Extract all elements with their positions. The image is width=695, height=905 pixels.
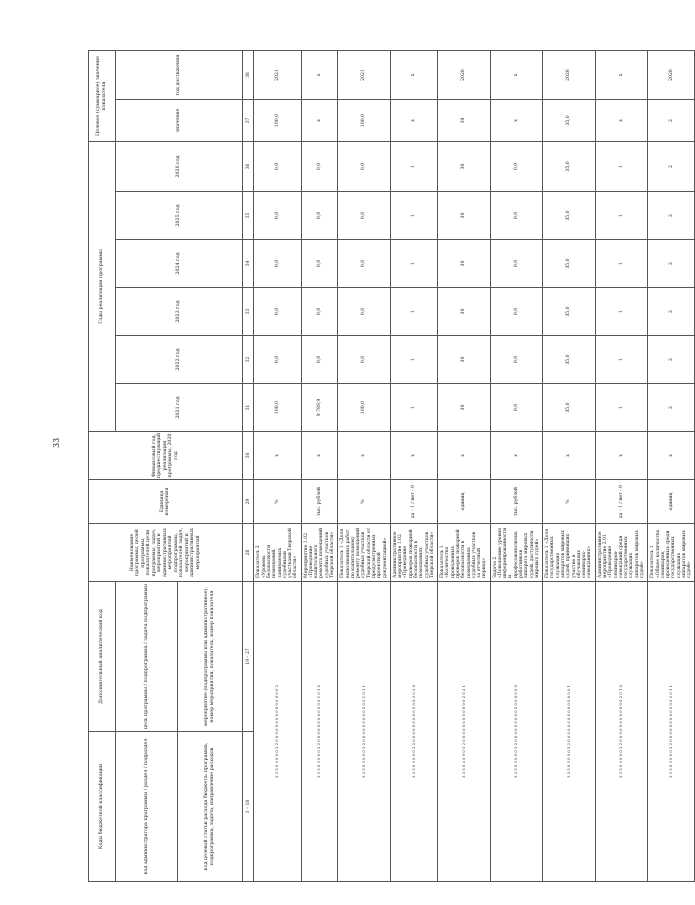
table-row bbox=[301, 51, 338, 882]
table-row bbox=[254, 51, 301, 882]
row-year-2023: 35,0 bbox=[543, 288, 596, 336]
row-year-2025: 0,0 bbox=[301, 192, 338, 240]
row-year-2023: 39 bbox=[438, 288, 491, 336]
row-code: 3 3 5 0 3 0 9 0 5 2 0 0 0 0 0 0 0 0 0 0 0 0 2 0 2 0 bbox=[390, 582, 437, 882]
column-number-38: 38 bbox=[242, 51, 254, 100]
table-row bbox=[390, 51, 437, 882]
program-indicators-table bbox=[88, 50, 695, 882]
row-year-2021: 9 789,9 bbox=[301, 384, 338, 432]
row-name: Показатель 1 «Доля государственных служащих аппаратов мировых судей, принявших участие в обучающих семинарах-совещаниях» bbox=[543, 524, 596, 582]
row-fin-year: х bbox=[390, 432, 437, 480]
row-target-year: 2021 bbox=[254, 51, 301, 100]
row-year-2022: 39 bbox=[438, 336, 491, 384]
row-fin-year: х bbox=[301, 432, 338, 480]
row-code: 3 3 5 0 3 0 9 0 5 2 0 0 0 0 0 0 0 0 0 0 0 0 1 0 1 1 bbox=[338, 582, 391, 882]
column-number-35: 35 bbox=[242, 192, 254, 240]
row-target-value: 39 bbox=[438, 99, 491, 141]
header-year-2025: 2025 год bbox=[115, 192, 242, 240]
row-year-2023: 0,0 bbox=[490, 288, 543, 336]
row-year-2025: 35,0 bbox=[543, 192, 596, 240]
row-unit: % bbox=[338, 480, 391, 524]
column-numbers-codes: 1 – 18 bbox=[242, 732, 254, 882]
row-name: Задача 2 «Повышение уровня информированности и профессионализма работников аппарата мировых судей, доступности мировых судей» bbox=[490, 524, 543, 582]
row-unit: да - 1 / нет - 0 bbox=[595, 480, 648, 524]
row-year-2025: 1 bbox=[595, 192, 648, 240]
row-target-year: х bbox=[595, 51, 648, 100]
row-target-value: х bbox=[390, 99, 437, 141]
table-row bbox=[338, 51, 391, 882]
row-year-2026: 0,0 bbox=[254, 141, 301, 191]
table-row bbox=[595, 51, 648, 882]
header-year-2023: 2023 год bbox=[115, 288, 242, 336]
row-target-year: 2026 bbox=[543, 51, 596, 100]
row-target-value: х bbox=[595, 99, 648, 141]
row-unit: % bbox=[543, 480, 596, 524]
row-target-value: 35,0 bbox=[543, 99, 596, 141]
row-year-2026: 2 bbox=[648, 141, 695, 191]
row-year-2022: 0,0 bbox=[301, 336, 338, 384]
row-year-2024: 0,0 bbox=[301, 240, 338, 288]
row-target-value: 100,0 bbox=[254, 99, 301, 141]
column-number-30: 30 bbox=[242, 432, 254, 480]
rotated-table-page bbox=[88, 50, 693, 882]
row-fin-year: х bbox=[543, 432, 596, 480]
row-year-2024: 0,0 bbox=[490, 240, 543, 288]
row-year-2026: 0,0 bbox=[338, 141, 391, 191]
row-year-2026: 0,0 bbox=[490, 141, 543, 191]
column-number-28: 28 bbox=[242, 524, 254, 582]
row-year-2023: 0,0 bbox=[301, 288, 338, 336]
row-unit: единиц bbox=[648, 480, 695, 524]
row-year-2026: 35,0 bbox=[543, 141, 596, 191]
row-year-2026: 0,0 bbox=[301, 141, 338, 191]
row-year-2021: 1 bbox=[595, 384, 648, 432]
header-additional-code: Дополнительный аналитический код bbox=[89, 582, 116, 732]
row-year-2021: 39 bbox=[438, 384, 491, 432]
row-year-2022: 0,0 bbox=[490, 336, 543, 384]
column-number-32: 32 bbox=[242, 336, 254, 384]
row-year-2021: 0,0 bbox=[490, 384, 543, 432]
header-task-analytic: задача подпрограммы bbox=[143, 583, 149, 641]
row-code: 3 3 5 0 3 0 9 0 5 2 0 0 0 0 0 0 0 0 0 0 0 0 0 0 0 0 bbox=[490, 582, 543, 882]
row-code: 3 3 5 0 3 0 9 0 5 2 0 0 0 0 0 0 0 0 0 0 0 0 2 0 1 0 bbox=[595, 582, 648, 882]
page-number: 33 bbox=[52, 437, 61, 448]
table-row bbox=[438, 51, 491, 882]
row-year-2022: 0,0 bbox=[338, 336, 391, 384]
column-number-29: 29 bbox=[242, 480, 254, 524]
row-year-2025: 0,0 bbox=[490, 192, 543, 240]
header-budget-codes: Коды бюджетной классификации bbox=[89, 732, 116, 882]
column-numbers-analytic: 19 – 27 bbox=[242, 582, 254, 732]
row-fin-year: х bbox=[490, 432, 543, 480]
row-fin-year: х bbox=[254, 432, 301, 480]
row-year-2025: 2 bbox=[648, 192, 695, 240]
header-budget-subcodes: код администратора программы / раздел / подраздел bbox=[115, 732, 178, 882]
row-code: 3 3 5 0 3 0 9 0 5 2 0 0 0 0 0 0 0 0 0 0 0 0 2 0 2 1 bbox=[438, 582, 491, 882]
header-section: раздел bbox=[143, 769, 149, 788]
row-year-2023: 2 bbox=[648, 288, 695, 336]
row-target-value: 2 bbox=[648, 99, 695, 141]
header-value: значение bbox=[115, 99, 242, 141]
row-year-2022: 1 bbox=[595, 336, 648, 384]
header-subprogram-analytic: подпрограмма bbox=[143, 645, 149, 683]
row-year-2021: 100,0 bbox=[338, 384, 391, 432]
row-code: 3 3 5 0 3 0 9 0 5 2 0 0 0 0 0 0 0 0 0 0 0 0 0 0 0 1 bbox=[543, 582, 596, 882]
row-year-2022: 1 bbox=[390, 336, 437, 384]
column-number-34: 34 bbox=[242, 240, 254, 288]
row-target-year: 2026 bbox=[438, 51, 491, 100]
table-row bbox=[490, 51, 543, 882]
header-target-expense-code: код целевой статьи расхода бюджета bbox=[204, 775, 210, 871]
row-target-value: х bbox=[490, 99, 543, 141]
header-year-2021: 2021 год bbox=[115, 384, 242, 432]
header-objective: цель программы bbox=[143, 687, 149, 730]
row-year-2024: 0,0 bbox=[338, 240, 391, 288]
row-year-2023: 0,0 bbox=[254, 288, 301, 336]
row-target-year: х bbox=[301, 51, 338, 100]
header-year-of-achievement: год достижения bbox=[115, 51, 242, 100]
row-target-year: х bbox=[390, 51, 437, 100]
row-year-2023: 1 bbox=[390, 288, 437, 336]
header-year-2026: 2026 год bbox=[115, 141, 242, 191]
header-event-indicator: мероприятие (подпрограммы или административное), номер мероприятия, показатель, номер показателя bbox=[178, 582, 243, 732]
column-number-37: 37 bbox=[242, 99, 254, 141]
header-target-expense: код целевой статьи расхода бюджета: программа, подпрограмма, задача, направление расходов bbox=[178, 732, 243, 882]
column-number-33: 33 bbox=[242, 288, 254, 336]
header-indicator: показатель bbox=[209, 639, 215, 669]
row-fin-year: х bbox=[438, 432, 491, 480]
header-name-column: Наименование программы, целей программы, показателей цели программы, задач, мероприятий и административных мероприятий подпрограммы, показателей задач, мероприятий и административных мероприятий bbox=[89, 524, 243, 582]
header-indicator-number: номер показателя bbox=[209, 590, 215, 637]
header-years-of-program: Годы реализации программы bbox=[89, 141, 116, 431]
row-name: Показатель 2 «Уровень безопасности помещений, занимаемых судебными участками Тверской области» bbox=[254, 524, 301, 582]
header-task: задача bbox=[209, 808, 215, 826]
row-year-2021: 100,0 bbox=[254, 384, 301, 432]
row-year-2026: 1 bbox=[390, 141, 437, 191]
row-year-2024: 1 bbox=[595, 240, 648, 288]
row-year-2025: 39 bbox=[438, 192, 491, 240]
header-subsection: подраздел bbox=[143, 738, 149, 766]
row-unit: единиц bbox=[438, 480, 491, 524]
row-year-2022: 0,0 bbox=[254, 336, 301, 384]
row-name: Показатель 1 «Количество проведенных проверок пожарной безопасности в помещениях судебных участков за отчетный период» bbox=[438, 524, 491, 582]
header-program-admin-code: код администратора программы bbox=[143, 791, 149, 875]
header-program: программа bbox=[204, 744, 210, 773]
table-row bbox=[543, 51, 596, 882]
row-unit: тыс. рублей bbox=[301, 480, 338, 524]
header-unit: Единица измерения bbox=[89, 480, 243, 524]
header-event-type: мероприятие (подпрограммы или административное) bbox=[204, 588, 210, 726]
row-year-2023: 1 bbox=[595, 288, 648, 336]
row-year-2022: 2 bbox=[648, 336, 695, 384]
row-name: Показатель 1 «Доля выполненных работ по капитальному ремонту помещений судебных участков Тверской области от предусмотренных проектной документацией» bbox=[338, 524, 391, 582]
row-year-2023: 0,0 bbox=[338, 288, 391, 336]
row-year-2021: 2 bbox=[648, 384, 695, 432]
row-name: Показатель 1 «Общее количество семинаров, проведенных среди государственных служащих аппаратов мировых судей» bbox=[648, 524, 695, 582]
row-year-2021: 1 bbox=[390, 384, 437, 432]
row-unit: % bbox=[254, 480, 301, 524]
row-code: 3 3 5 0 3 0 9 0 5 2 0 0 0 0 0 0 0 0 0 0 0 0 2 0 1 1 bbox=[648, 582, 695, 882]
row-unit: тыс. рублей bbox=[490, 480, 543, 524]
row-name: Административное мероприятие 2.01 «Проведение семинаров-совещаний среди государственных служащих аппаратов мировых судей» bbox=[595, 524, 648, 582]
header-year-2024: 2024 год bbox=[115, 240, 242, 288]
header-year-2022: 2022 год bbox=[115, 336, 242, 384]
row-year-2024: 39 bbox=[438, 240, 491, 288]
header-analytic-subcodes: цель программы / подпрограмма / задача подпрограммы bbox=[115, 582, 178, 732]
row-unit: да - 1 / нет - 0 bbox=[390, 480, 437, 524]
row-year-2024: 1 bbox=[390, 240, 437, 288]
row-year-2022: 35,0 bbox=[543, 336, 596, 384]
row-year-2025: 1 bbox=[390, 192, 437, 240]
header-direction-of-expenses: направление расходов bbox=[209, 747, 215, 805]
table-row bbox=[648, 51, 695, 882]
row-year-2024: 2 bbox=[648, 240, 695, 288]
header-event-number: номер мероприятия bbox=[209, 671, 215, 723]
row-fin-year: х bbox=[338, 432, 391, 480]
row-year-2025: 0,0 bbox=[254, 192, 301, 240]
row-code: 3 3 5 0 3 0 9 0 5 2 0 0 0 0 0 0 0 0 0 0 0 0 1 0 1 0 bbox=[301, 582, 338, 882]
row-target-value: х bbox=[301, 99, 338, 141]
row-year-2026: 39 bbox=[438, 141, 491, 191]
row-target-year: 2026 bbox=[648, 51, 695, 100]
row-name: Административное мероприятие 1.02 «Проведение проверок пожарной безопасности в помещениях судебных участков Тверской области» bbox=[390, 524, 437, 582]
row-year-2024: 35,0 bbox=[543, 240, 596, 288]
row-year-2024: 0,0 bbox=[254, 240, 301, 288]
row-fin-year: х bbox=[595, 432, 648, 480]
row-target-year: х bbox=[490, 51, 543, 100]
row-code: 3 3 5 0 3 0 9 0 5 2 0 0 0 0 0 0 0 0 0 0 0 0 0 0 0 2 bbox=[254, 582, 301, 882]
header-target-value: Целевое (суммарное) значение показателя bbox=[89, 51, 116, 142]
row-target-value: 100,0 bbox=[338, 99, 391, 141]
row-year-2021: 35,0 bbox=[543, 384, 596, 432]
header-subprogram: подпрограмма bbox=[209, 828, 215, 866]
column-number-36: 36 bbox=[242, 141, 254, 191]
row-target-year: 2021 bbox=[338, 51, 391, 100]
row-year-2025: 0,0 bbox=[338, 192, 391, 240]
column-number-31: 31 bbox=[242, 384, 254, 432]
row-fin-year: х bbox=[648, 432, 695, 480]
row-year-2026: 1 bbox=[595, 141, 648, 191]
header-financial-year: Финансовый год, предшествующий реализации программы, 2020 год bbox=[89, 432, 243, 480]
row-name: Мероприятие 1.02 «Проведение капитального ремонта помещений судебных участков Тверской области» bbox=[301, 524, 338, 582]
